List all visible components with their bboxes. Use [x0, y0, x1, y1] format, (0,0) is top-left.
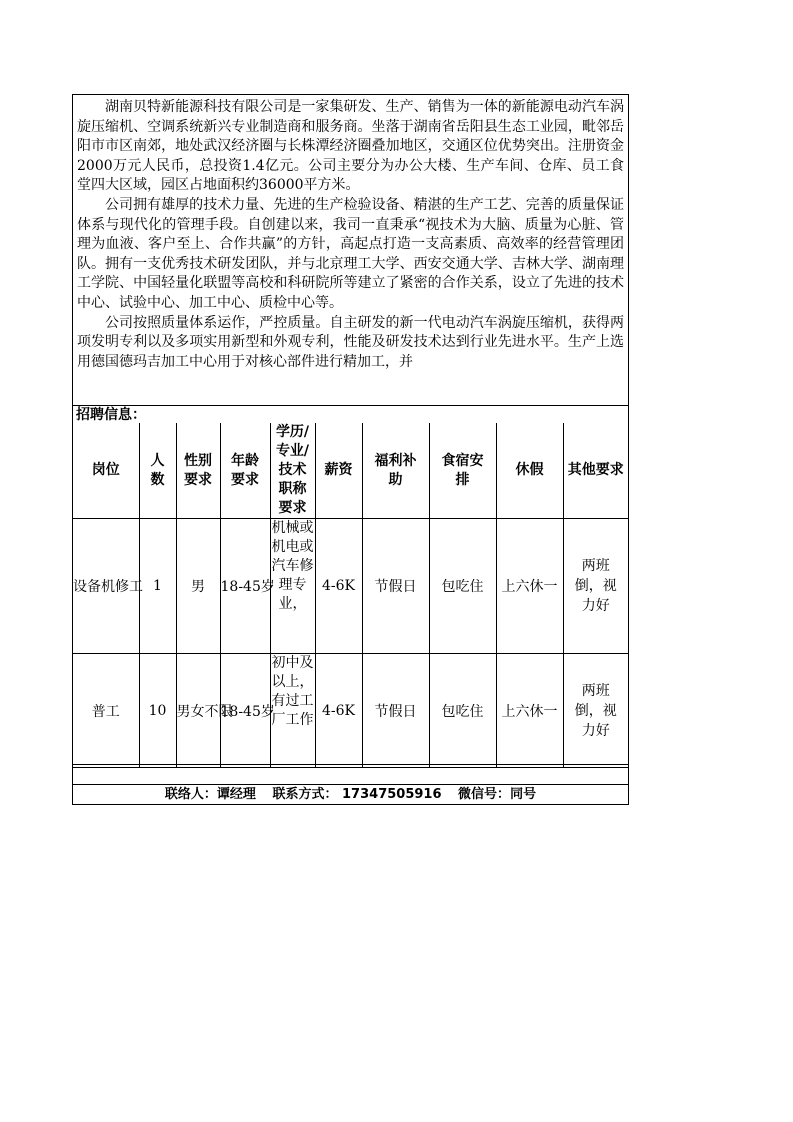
header-lodging: 食宿安排 [429, 423, 496, 519]
jobs-table [73, 423, 628, 768]
cell-salary: 4-6K [315, 654, 362, 768]
cell-vacation: 上六休一 [496, 654, 563, 768]
contact-phone [272, 787, 441, 802]
table-row [73, 654, 628, 768]
contact-phone-label: 联系方式： [272, 787, 338, 802]
contact-person [165, 787, 256, 802]
job-posting-sheet [72, 94, 629, 805]
header-position: 岗位 [73, 423, 139, 519]
cell-vacation: 上六休一 [496, 519, 563, 654]
recruit-info-label: 招聘信息： [76, 407, 146, 423]
intro-paragraph: 公司拥有雄厚的技术力量、先进的生产检验设备、精湛的生产工艺、完善的质量保证体系与现代化的管理手段。自创建以来，我司一直秉承“视技术为大脑、质量为心脏、管理为血液、客户至上、合作共赢”的方针，高起点打造一支高素质、高效率的经营管理团队。拥有一支优秀技术研发团队，并与北京理工大学、西安交通大学、吉林大学、湖南理工学院、中国轻量化联盟等高校和科研院所等建立了紧密的合作关系，设立了先进的技术中心、试验中心、加工中心、质检中心等。 [77, 196, 624, 311]
header-benefits: 福利补助 [362, 423, 429, 519]
intro-paragraph: 公司按照质量体系运作，严控质量。自主研发的新一代电动汽车涡旋压缩机，获得两项发明专利以及多项实用新型和外观专利，性能及研发技术达到行业先进水平。生产上选用德国德玛吉加工中心用于对核心部件进行精加工，并 [77, 314, 624, 370]
cell-age: 18-45岁 [220, 654, 270, 768]
cell-education: 机械或机电或汽车修理专业， [270, 519, 315, 654]
cell-lodging: 包吃住 [429, 654, 496, 768]
contact-info [73, 784, 628, 804]
contact-wechat [458, 787, 536, 802]
contact-person-name: 谭经理 [216, 787, 256, 802]
cell-age: 18-45岁 [220, 519, 270, 654]
cell-count: 10 [139, 654, 176, 768]
header-salary: 薪资 [315, 423, 362, 519]
cell-gender: 男女不限 [176, 654, 220, 768]
table-header-row [73, 423, 628, 519]
cell-salary: 4-6K [315, 519, 362, 654]
header-other: 其他要求 [563, 423, 628, 519]
contact-wechat-label: 微信号： [458, 787, 511, 802]
cell-lodging: 包吃住 [429, 519, 496, 654]
intro-paragraph: 湖南贝特新能源科技有限公司是一家集研发、生产、销售为一体的新能源电动汽车涡旋压缩机、空调系统新兴专业制造商和服务商。坐落于湖南省岳阳县生态工业园，毗邻岳阳市市区南郊，地处武汉经济圈与长株潭经济圈叠加地区，交通区位优势突出。注册资金2000万元人民币，总投资1.4亿元。公司主要分为办公大楼、生产车间、仓库、员工食堂四大区域，园区占地面积约36000平方米。 [77, 99, 624, 194]
table-row [73, 519, 628, 654]
contact-phone-number: 17347505916 [342, 787, 442, 802]
cell-benefits: 节假日 [362, 654, 429, 768]
cell-benefits: 节假日 [362, 519, 429, 654]
header-vacation: 休假 [496, 423, 563, 519]
header-gender: 性别要求 [176, 423, 220, 519]
cell-position: 设备机修工 [73, 519, 139, 654]
header-education: 学历/专业/技术职称要求 [270, 423, 315, 519]
company-intro [73, 95, 628, 405]
contact-person-label: 联络人： [164, 787, 217, 802]
cell-count: 1 [139, 519, 176, 654]
cell-position: 普工 [73, 654, 139, 768]
cell-other: 两班倒，视力好 [563, 519, 628, 654]
blank-row [73, 764, 628, 784]
header-count: 人数 [139, 423, 176, 519]
cell-other: 两班倒，视力好 [563, 654, 628, 768]
contact-wechat-value: 同号 [510, 787, 537, 802]
cell-education: 初中及以上，有过工厂工作 [270, 654, 315, 768]
cell-gender: 男 [176, 519, 220, 654]
divider [73, 405, 628, 406]
header-age: 年龄要求 [220, 423, 270, 519]
